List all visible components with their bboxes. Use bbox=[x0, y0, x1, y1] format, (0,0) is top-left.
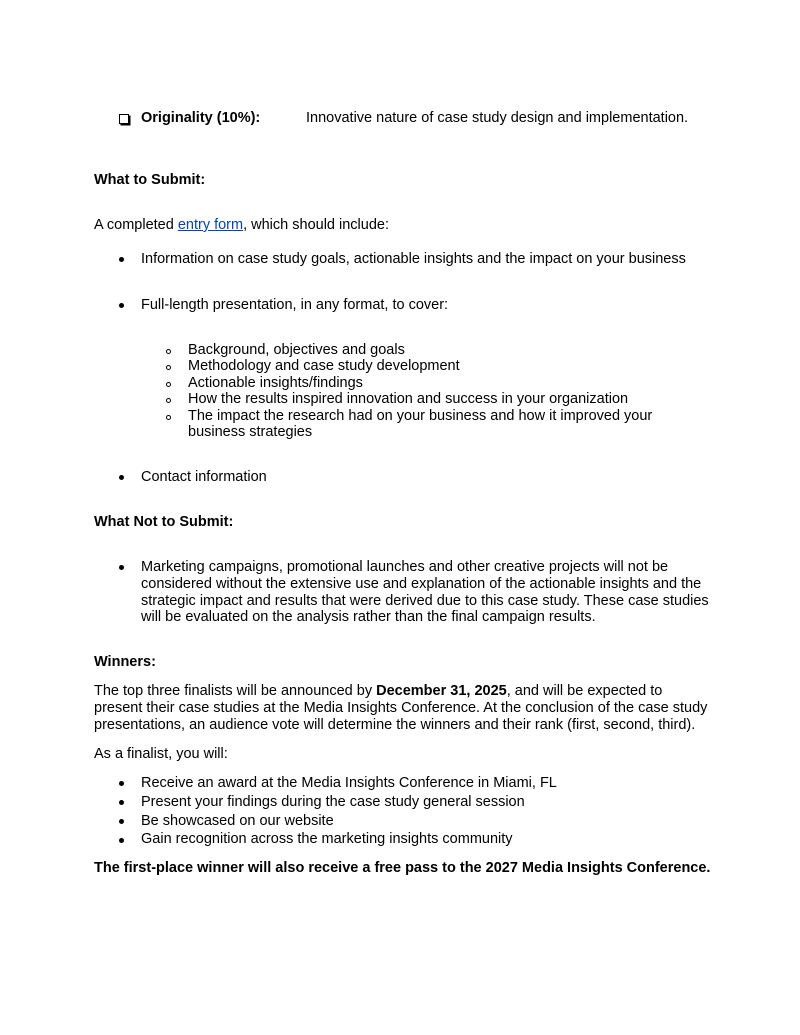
winners-paragraph-line bbox=[94, 683, 662, 699]
bullet-icon bbox=[119, 257, 124, 262]
list-item: Gain recognition across the marketing insights community bbox=[141, 831, 513, 847]
paragraph-line: Marketing campaigns, promotional launches and other creative projects will not be bbox=[141, 559, 669, 575]
bullet-icon bbox=[119, 475, 124, 480]
sub-list-item: The impact the research had on your business and how it improved your bbox=[188, 408, 653, 424]
sub-bullet-icon bbox=[166, 365, 171, 370]
announcement-date: December 31, 2025 bbox=[376, 683, 507, 699]
paragraph-line: will be evaluated on the analysis rather than the final campaign results. bbox=[141, 609, 596, 625]
bullet-icon bbox=[119, 565, 124, 570]
closing-statement: The first-place winner will also receive a free pass to the 2027 Media Insights Conference. bbox=[94, 860, 711, 876]
list-item: Information on case study goals, actionable insights and the impact on your business bbox=[141, 251, 686, 267]
sub-list-item: Actionable insights/findings bbox=[188, 375, 363, 391]
sub-list-item: How the results inspired innovation and success in your organization bbox=[188, 391, 629, 407]
finalist-intro: As a finalist, you will: bbox=[94, 746, 228, 762]
list-item: Be showcased on our website bbox=[141, 813, 334, 829]
list-item: Full-length presentation, in any format, to cover: bbox=[141, 297, 449, 313]
sub-bullet-icon bbox=[166, 382, 171, 387]
list-item: Contact information bbox=[141, 469, 267, 485]
what-to-submit-intro bbox=[94, 217, 389, 233]
what-to-submit-heading: What to Submit: bbox=[94, 172, 206, 188]
winners-text-before: The top three finalists will be announced by bbox=[94, 683, 377, 699]
sub-list-item: Background, objectives and goals bbox=[188, 342, 405, 358]
sub-bullet-icon bbox=[166, 398, 171, 403]
criteria-label: Originality (10%): bbox=[141, 110, 261, 126]
winners-heading: Winners: bbox=[94, 654, 156, 670]
list-item: Present your findings during the case study general session bbox=[141, 794, 525, 810]
paragraph-line: strategic impact and results that were derived due to this case study. These case studies bbox=[141, 593, 709, 609]
intro-text-after: , which should include: bbox=[243, 217, 389, 233]
what-not-to-submit-heading: What Not to Submit: bbox=[94, 514, 234, 530]
sub-bullet-icon bbox=[166, 349, 171, 354]
bullet-icon bbox=[119, 303, 124, 308]
bullet-icon bbox=[119, 819, 124, 824]
bullet-icon bbox=[119, 800, 124, 805]
sub-list-item: Methodology and case study development bbox=[188, 358, 460, 374]
criteria-description: Innovative nature of case study design and implementation. bbox=[306, 110, 689, 126]
sub-list-item-continued: business strategies bbox=[188, 424, 313, 440]
checkbox-icon bbox=[119, 114, 129, 124]
entry-form-link[interactable]: entry form bbox=[177, 217, 244, 233]
bullet-icon bbox=[119, 781, 124, 786]
winners-text-after: , and will be expected to bbox=[506, 683, 663, 699]
intro-text-before: A completed bbox=[94, 217, 178, 233]
sub-bullet-icon bbox=[166, 415, 171, 420]
paragraph-line: considered without the extensive use and explanation of the actionable insights and the bbox=[141, 576, 702, 592]
bullet-icon bbox=[119, 838, 124, 843]
winners-paragraph-line: presentations, an audience vote will determine the winners and their rank (first, second, third). bbox=[94, 717, 696, 733]
list-item: Receive an award at the Media Insights Conference in Miami, FL bbox=[141, 775, 557, 791]
winners-paragraph-line: present their case studies at the Media Insights Conference. At the conclusion of the case study bbox=[94, 700, 708, 716]
